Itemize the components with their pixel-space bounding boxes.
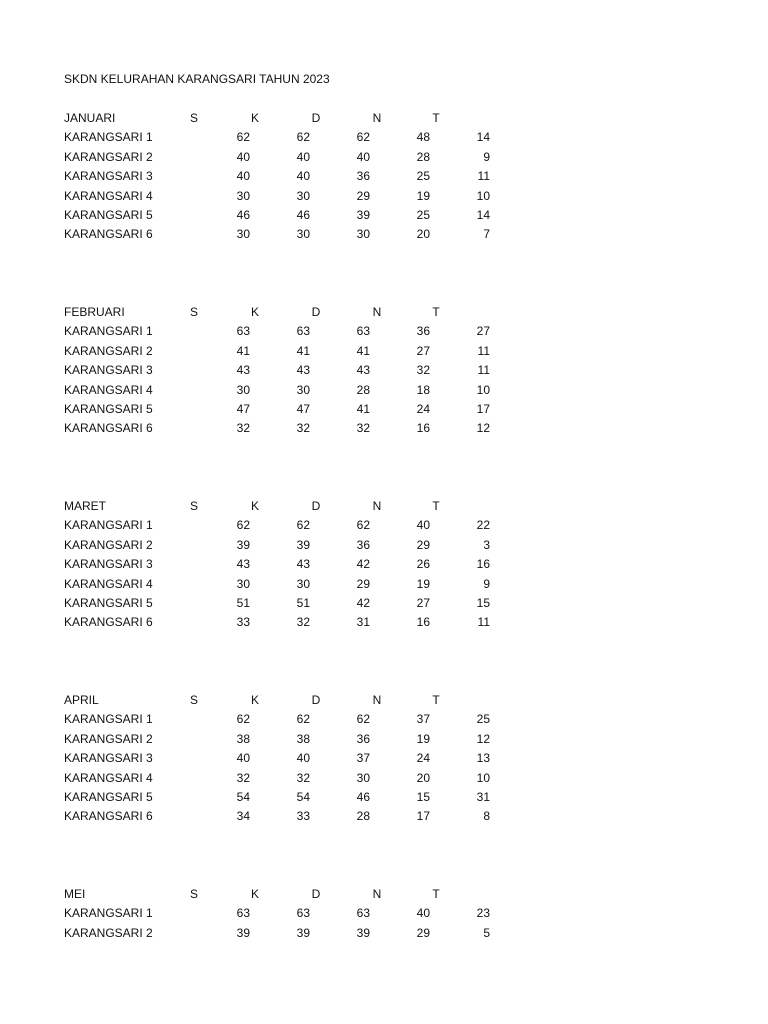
- value-cell: 43: [236, 557, 250, 572]
- value-cell: 37: [356, 751, 370, 766]
- table-row: [0, 149, 768, 168]
- month-name: MEI: [64, 887, 86, 901]
- value-cell: 40: [236, 751, 250, 766]
- value-cell: 62: [356, 130, 370, 145]
- value-cell: 62: [296, 130, 310, 145]
- value-cell: 39: [356, 925, 370, 940]
- value-cell: 46: [356, 789, 370, 804]
- table-row: [0, 323, 768, 342]
- value-cell: 24: [416, 401, 430, 416]
- value-cell: 32: [296, 770, 310, 785]
- value-cell: 41: [356, 401, 370, 416]
- row-label: KARANGSARI 2: [64, 343, 153, 358]
- value-cell: 40: [296, 169, 310, 184]
- value-cell: 40: [356, 149, 370, 164]
- header-t: T: [432, 693, 440, 707]
- value-cell: 27: [476, 324, 490, 339]
- header-s: S: [189, 111, 198, 125]
- value-cell: 40: [296, 149, 310, 164]
- value-cell: 13: [476, 751, 490, 766]
- header-n: N: [372, 693, 382, 707]
- value-cell: 62: [296, 712, 310, 727]
- value-cell: 40: [416, 906, 430, 921]
- value-cell: 11: [477, 169, 490, 184]
- header-k: K: [250, 693, 259, 707]
- row-label: KARANGSARI 5: [64, 789, 153, 804]
- value-cell: 46: [236, 207, 250, 222]
- row-label: KARANGSARI 2: [64, 925, 153, 940]
- document-title: SKDN KELURAHAN KARANGSARI TAHUN 2023: [64, 72, 330, 86]
- row-label: KARANGSARI 4: [64, 770, 153, 785]
- header-t: T: [432, 499, 440, 513]
- value-cell: 8: [483, 809, 490, 824]
- month-block-februari: [0, 304, 768, 440]
- value-cell: 39: [296, 537, 310, 552]
- value-cell: 63: [236, 906, 250, 921]
- header-d: D: [311, 305, 321, 319]
- value-cell: 32: [236, 770, 250, 785]
- value-cell: 19: [416, 576, 430, 591]
- header-n: N: [372, 499, 382, 513]
- value-cell: 26: [416, 557, 430, 572]
- value-cell: 19: [416, 188, 430, 203]
- value-cell: 36: [416, 324, 430, 339]
- value-cell: 30: [296, 188, 310, 203]
- value-cell: 33: [296, 809, 310, 824]
- value-cell: 47: [296, 401, 310, 416]
- value-cell: 11: [477, 343, 490, 358]
- row-label: KARANGSARI 1: [64, 712, 153, 727]
- value-cell: 5: [483, 925, 490, 940]
- row-label: KARANGSARI 4: [64, 188, 153, 203]
- header-s: S: [189, 693, 198, 707]
- value-cell: 54: [236, 789, 250, 804]
- header-n: N: [372, 887, 382, 901]
- table-row: [0, 188, 768, 207]
- value-cell: 32: [296, 615, 310, 630]
- value-cell: 62: [236, 130, 250, 145]
- value-cell: 37: [416, 712, 430, 727]
- row-label: KARANGSARI 5: [64, 595, 153, 610]
- value-cell: 25: [416, 207, 430, 222]
- value-cell: 40: [296, 751, 310, 766]
- value-cell: 32: [236, 421, 250, 436]
- header-s: S: [189, 887, 198, 901]
- row-label: KARANGSARI 6: [64, 421, 153, 436]
- month-block-april: [0, 692, 768, 828]
- header-t: T: [432, 111, 440, 125]
- value-cell: 46: [296, 207, 310, 222]
- header-n: N: [372, 305, 382, 319]
- value-cell: 54: [296, 789, 310, 804]
- value-cell: 62: [236, 518, 250, 533]
- header-s: S: [189, 499, 198, 513]
- value-cell: 42: [356, 595, 370, 610]
- value-cell: 40: [416, 518, 430, 533]
- table-row: [0, 362, 768, 381]
- table-row: [0, 789, 768, 808]
- value-cell: 36: [356, 731, 370, 746]
- row-label: KARANGSARI 2: [64, 149, 153, 164]
- month-name: MARET: [64, 499, 106, 513]
- value-cell: 15: [416, 789, 430, 804]
- value-cell: 20: [416, 770, 430, 785]
- row-label: KARANGSARI 3: [64, 557, 153, 572]
- value-cell: 10: [476, 382, 490, 397]
- row-label: KARANGSARI 3: [64, 751, 153, 766]
- header-row: [0, 304, 768, 323]
- value-cell: 40: [236, 149, 250, 164]
- row-label: KARANGSARI 5: [64, 401, 153, 416]
- value-cell: 39: [236, 925, 250, 940]
- table-row: [0, 537, 768, 556]
- header-d: D: [311, 499, 321, 513]
- header-row: [0, 110, 768, 129]
- value-cell: 32: [296, 421, 310, 436]
- table-row: [0, 770, 768, 789]
- table-row: [0, 517, 768, 536]
- value-cell: 38: [236, 731, 250, 746]
- header-t: T: [432, 887, 440, 901]
- header-k: K: [250, 305, 259, 319]
- value-cell: 29: [416, 537, 430, 552]
- value-cell: 22: [476, 518, 490, 533]
- value-cell: 63: [356, 906, 370, 921]
- value-cell: 19: [416, 731, 430, 746]
- value-cell: 23: [476, 906, 490, 921]
- table-row: [0, 129, 768, 148]
- value-cell: 11: [477, 615, 490, 630]
- value-cell: 29: [356, 188, 370, 203]
- row-label: KARANGSARI 2: [64, 537, 153, 552]
- value-cell: 43: [356, 363, 370, 378]
- value-cell: 63: [356, 324, 370, 339]
- header-k: K: [250, 499, 259, 513]
- value-cell: 63: [296, 324, 310, 339]
- value-cell: 43: [296, 363, 310, 378]
- value-cell: 39: [356, 207, 370, 222]
- value-cell: 47: [236, 401, 250, 416]
- value-cell: 30: [236, 227, 250, 242]
- month-name: JANUARI: [64, 111, 116, 125]
- value-cell: 30: [296, 382, 310, 397]
- value-cell: 12: [476, 731, 490, 746]
- value-cell: 32: [416, 363, 430, 378]
- header-row: [0, 498, 768, 517]
- table-row: [0, 576, 768, 595]
- value-cell: 3: [483, 537, 490, 552]
- table-row: [0, 905, 768, 924]
- value-cell: 11: [477, 363, 490, 378]
- table-row: [0, 711, 768, 730]
- header-k: K: [250, 887, 259, 901]
- value-cell: 16: [416, 615, 430, 630]
- value-cell: 51: [296, 595, 310, 610]
- value-cell: 30: [356, 227, 370, 242]
- value-cell: 62: [356, 518, 370, 533]
- row-label: KARANGSARI 6: [64, 227, 153, 242]
- value-cell: 7: [483, 227, 490, 242]
- header-s: S: [189, 305, 198, 319]
- row-label: KARANGSARI 1: [64, 518, 153, 533]
- table-row: [0, 382, 768, 401]
- value-cell: 30: [296, 227, 310, 242]
- value-cell: 30: [236, 576, 250, 591]
- value-cell: 48: [416, 130, 430, 145]
- value-cell: 36: [356, 169, 370, 184]
- table-row: [0, 595, 768, 614]
- value-cell: 30: [296, 576, 310, 591]
- month-name: FEBRUARI: [64, 305, 125, 319]
- value-cell: 39: [236, 537, 250, 552]
- value-cell: 33: [236, 615, 250, 630]
- value-cell: 17: [476, 401, 490, 416]
- value-cell: 62: [296, 518, 310, 533]
- value-cell: 29: [356, 576, 370, 591]
- value-cell: 28: [416, 149, 430, 164]
- table-row: [0, 343, 768, 362]
- header-row: [0, 886, 768, 905]
- value-cell: 29: [416, 925, 430, 940]
- row-label: KARANGSARI 3: [64, 169, 153, 184]
- table-row: [0, 750, 768, 769]
- value-cell: 28: [356, 809, 370, 824]
- table-row: [0, 207, 768, 226]
- value-cell: 63: [296, 906, 310, 921]
- table-row: [0, 168, 768, 187]
- header-d: D: [311, 693, 321, 707]
- value-cell: 31: [476, 789, 490, 804]
- value-cell: 16: [416, 421, 430, 436]
- row-label: KARANGSARI 6: [64, 615, 153, 630]
- table-row: [0, 925, 768, 944]
- row-label: KARANGSARI 1: [64, 906, 153, 921]
- row-label: KARANGSARI 4: [64, 576, 153, 591]
- value-cell: 30: [236, 188, 250, 203]
- value-cell: 41: [356, 343, 370, 358]
- value-cell: 51: [236, 595, 250, 610]
- month-name: APRIL: [64, 693, 99, 707]
- value-cell: 41: [236, 343, 250, 358]
- table-row: [0, 808, 768, 827]
- value-cell: 38: [296, 731, 310, 746]
- table-row: [0, 556, 768, 575]
- value-cell: 25: [416, 169, 430, 184]
- header-k: K: [250, 111, 259, 125]
- value-cell: 36: [356, 537, 370, 552]
- value-cell: 42: [356, 557, 370, 572]
- value-cell: 9: [483, 149, 490, 164]
- value-cell: 14: [476, 130, 490, 145]
- value-cell: 18: [416, 382, 430, 397]
- header-row: [0, 692, 768, 711]
- value-cell: 63: [236, 324, 250, 339]
- value-cell: 28: [356, 382, 370, 397]
- value-cell: 12: [476, 421, 490, 436]
- header-d: D: [311, 887, 321, 901]
- value-cell: 10: [476, 770, 490, 785]
- row-label: KARANGSARI 5: [64, 207, 153, 222]
- row-label: KARANGSARI 4: [64, 382, 153, 397]
- table-row: [0, 731, 768, 750]
- value-cell: 30: [236, 382, 250, 397]
- value-cell: 17: [416, 809, 430, 824]
- month-block-januari: [0, 110, 768, 246]
- value-cell: 16: [476, 557, 490, 572]
- value-cell: 30: [356, 770, 370, 785]
- value-cell: 41: [296, 343, 310, 358]
- value-cell: 27: [416, 595, 430, 610]
- value-cell: 31: [356, 615, 370, 630]
- value-cell: 62: [236, 712, 250, 727]
- value-cell: 40: [236, 169, 250, 184]
- row-label: KARANGSARI 3: [64, 363, 153, 378]
- value-cell: 15: [476, 595, 490, 610]
- value-cell: 9: [483, 576, 490, 591]
- value-cell: 32: [356, 421, 370, 436]
- header-n: N: [372, 111, 382, 125]
- value-cell: 25: [476, 712, 490, 727]
- table-row: [0, 420, 768, 439]
- row-label: KARANGSARI 2: [64, 731, 153, 746]
- value-cell: 14: [476, 207, 490, 222]
- value-cell: 39: [296, 925, 310, 940]
- month-block-mei: [0, 886, 768, 944]
- value-cell: 34: [236, 809, 250, 824]
- header-t: T: [432, 305, 440, 319]
- row-label: KARANGSARI 1: [64, 324, 153, 339]
- value-cell: 43: [236, 363, 250, 378]
- value-cell: 62: [356, 712, 370, 727]
- value-cell: 10: [476, 188, 490, 203]
- value-cell: 27: [416, 343, 430, 358]
- header-d: D: [311, 111, 321, 125]
- value-cell: 43: [296, 557, 310, 572]
- table-row: [0, 401, 768, 420]
- table-row: [0, 226, 768, 245]
- table-row: [0, 614, 768, 633]
- month-block-maret: [0, 498, 768, 634]
- row-label: KARANGSARI 1: [64, 130, 153, 145]
- value-cell: 20: [416, 227, 430, 242]
- row-label: KARANGSARI 6: [64, 809, 153, 824]
- value-cell: 24: [416, 751, 430, 766]
